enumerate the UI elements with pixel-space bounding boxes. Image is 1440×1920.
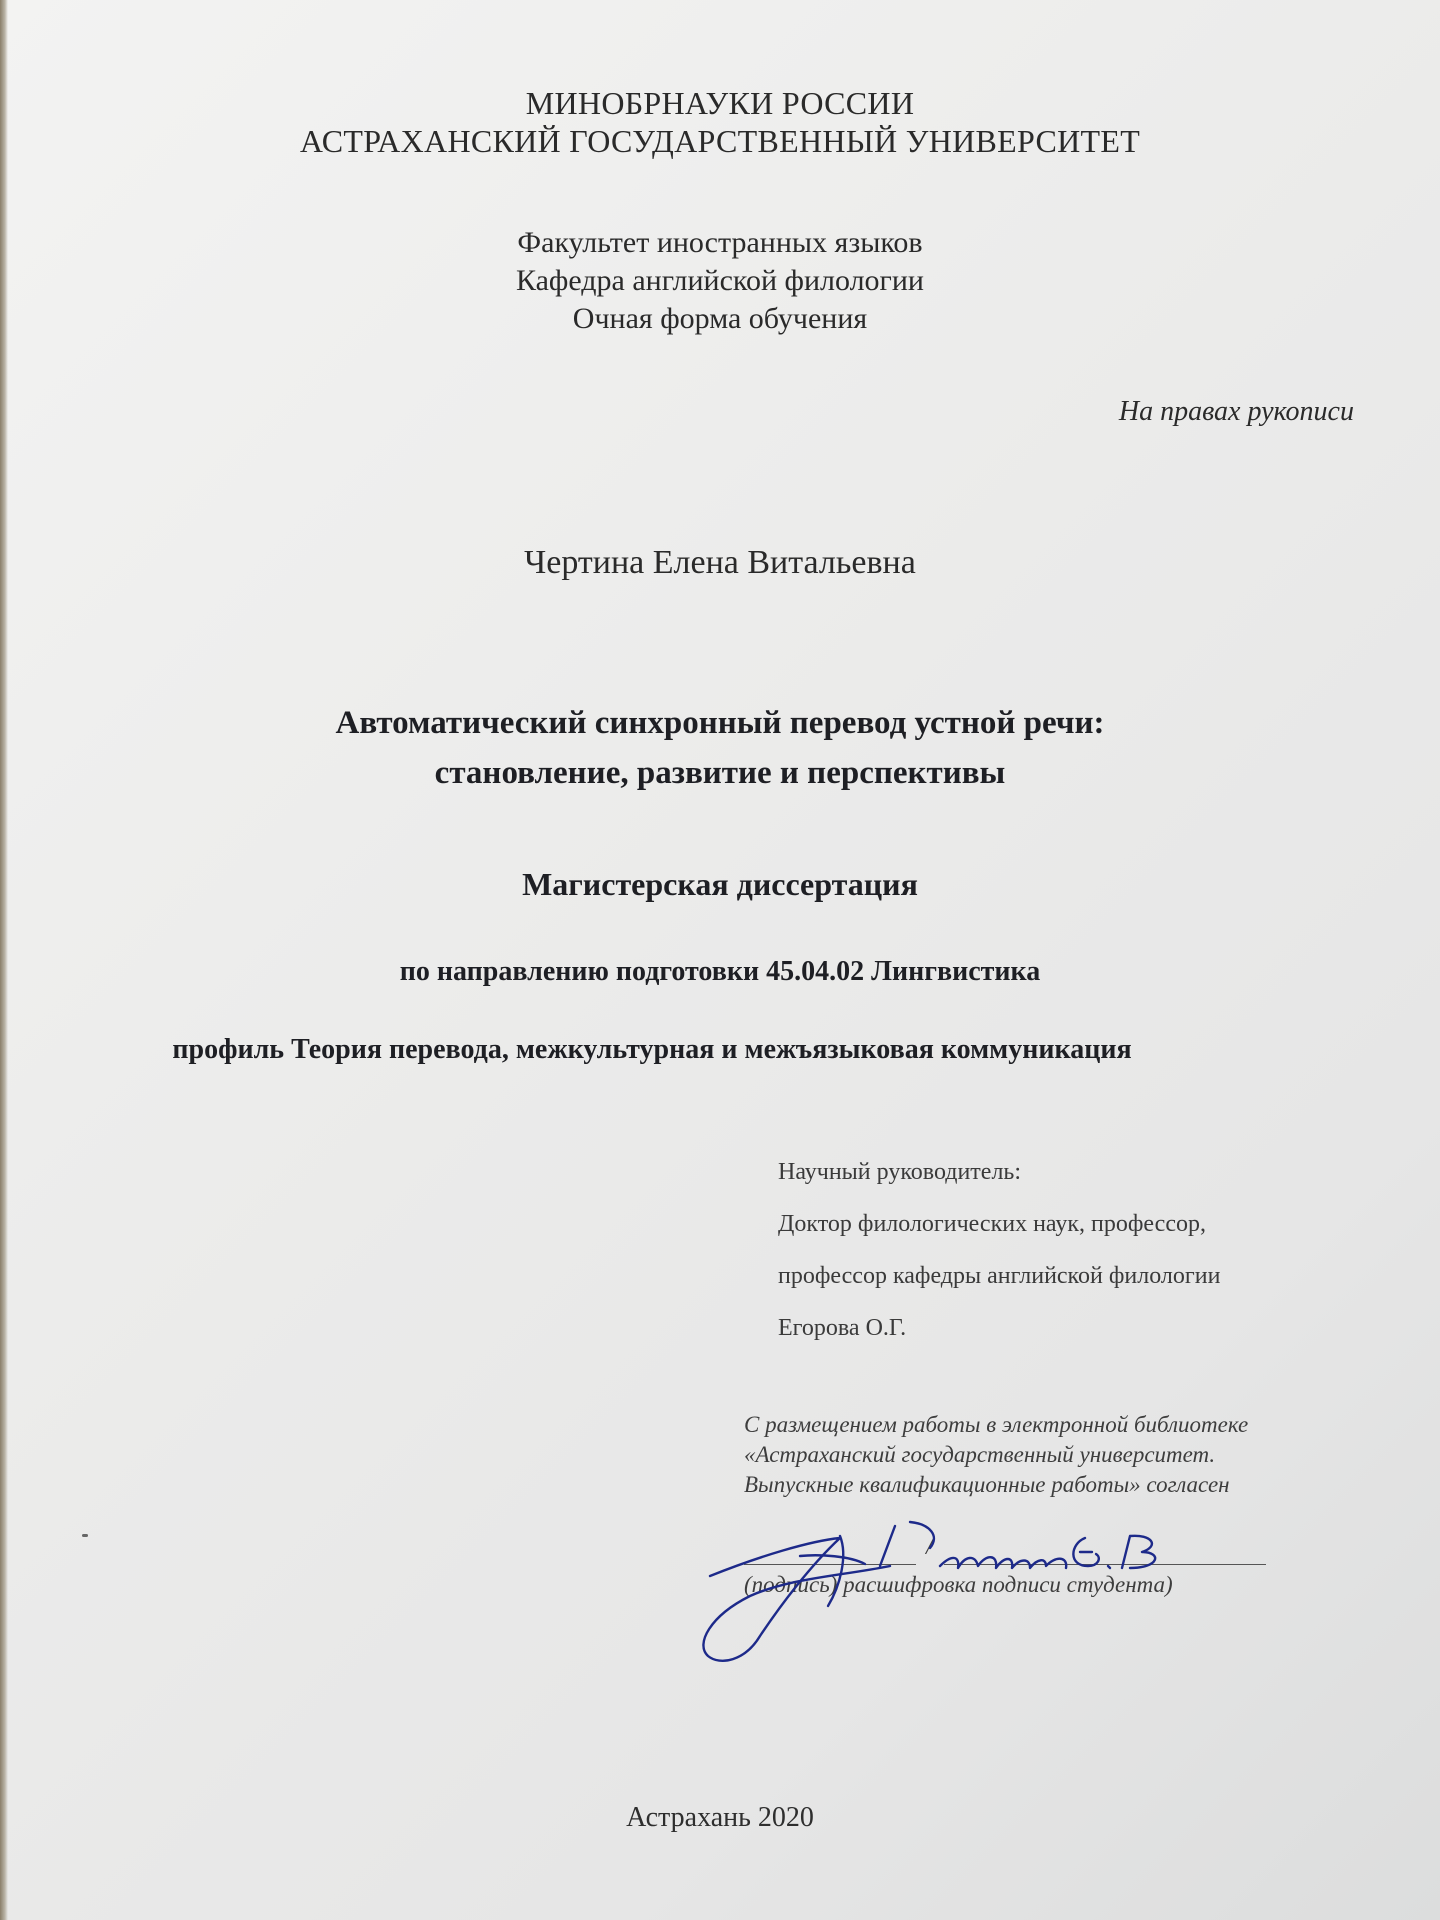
university-name: АСТРАХАНСКИЙ ГОСУДАРСТВЕННЫЙ УНИВЕРСИТЕТ (299, 123, 1141, 159)
chair-name: Кафедра английской филологии (516, 264, 924, 297)
signature-stroke (1073, 1538, 1098, 1566)
study-profile: профиль Теория перевода, межкультурная и межъязыковая коммуникация (172, 1034, 1132, 1065)
faculty-name: Факультет иностранных языков (517, 226, 923, 259)
work-type: Магистерская диссертация (522, 866, 918, 902)
signature-stroke (1108, 1566, 1110, 1568)
paper-speck (82, 1534, 88, 1537)
city-year: Астрахань 2020 (626, 1802, 814, 1833)
signature-stroke (880, 1522, 934, 1566)
thesis-title-line-1: Автоматический синхронный перевод устной речи: (335, 705, 1105, 741)
signature-separator: / (926, 1534, 933, 1560)
thesis-title-line-2: становление, развитие и перспективы (434, 755, 1006, 791)
department-block (0, 224, 1440, 338)
handwritten-signature (690, 1496, 1290, 1676)
study-form: Очная форма обучения (572, 302, 868, 335)
ministry-name: МИНОБРНАУКИ РОССИИ (525, 85, 915, 121)
signature-stroke (1122, 1536, 1155, 1568)
supervisor-degree: Доктор филологических наук, профессор, (778, 1211, 1206, 1237)
signature-stroke (800, 1555, 865, 1564)
supervisor-name: Егорова О.Г. (778, 1315, 907, 1341)
consent-statement: С размещением работы в электронной библиотеке «Астраханский государственный университет. Выпускные квалификационные работы» согласен (744, 1412, 1249, 1497)
supervisor-position: профессор кафедры английской филологии (778, 1263, 1221, 1289)
thesis-title (0, 698, 1440, 798)
author-name: Чертина Елена Витальевна (524, 544, 916, 581)
institution-header (0, 84, 1440, 160)
signature-caption: (подпись) расшифровка подписи студента) (744, 1572, 1173, 1597)
supervisor-label: Научный руководитель: (778, 1159, 1022, 1185)
manuscript-note: На правах рукописи (1118, 396, 1354, 427)
supervisor-block (778, 1146, 1220, 1354)
signature-stroke (703, 1538, 890, 1661)
signature-stroke (940, 1557, 1066, 1568)
study-direction: по направлению подготовки 45.04.02 Лингвистика (399, 956, 1041, 987)
